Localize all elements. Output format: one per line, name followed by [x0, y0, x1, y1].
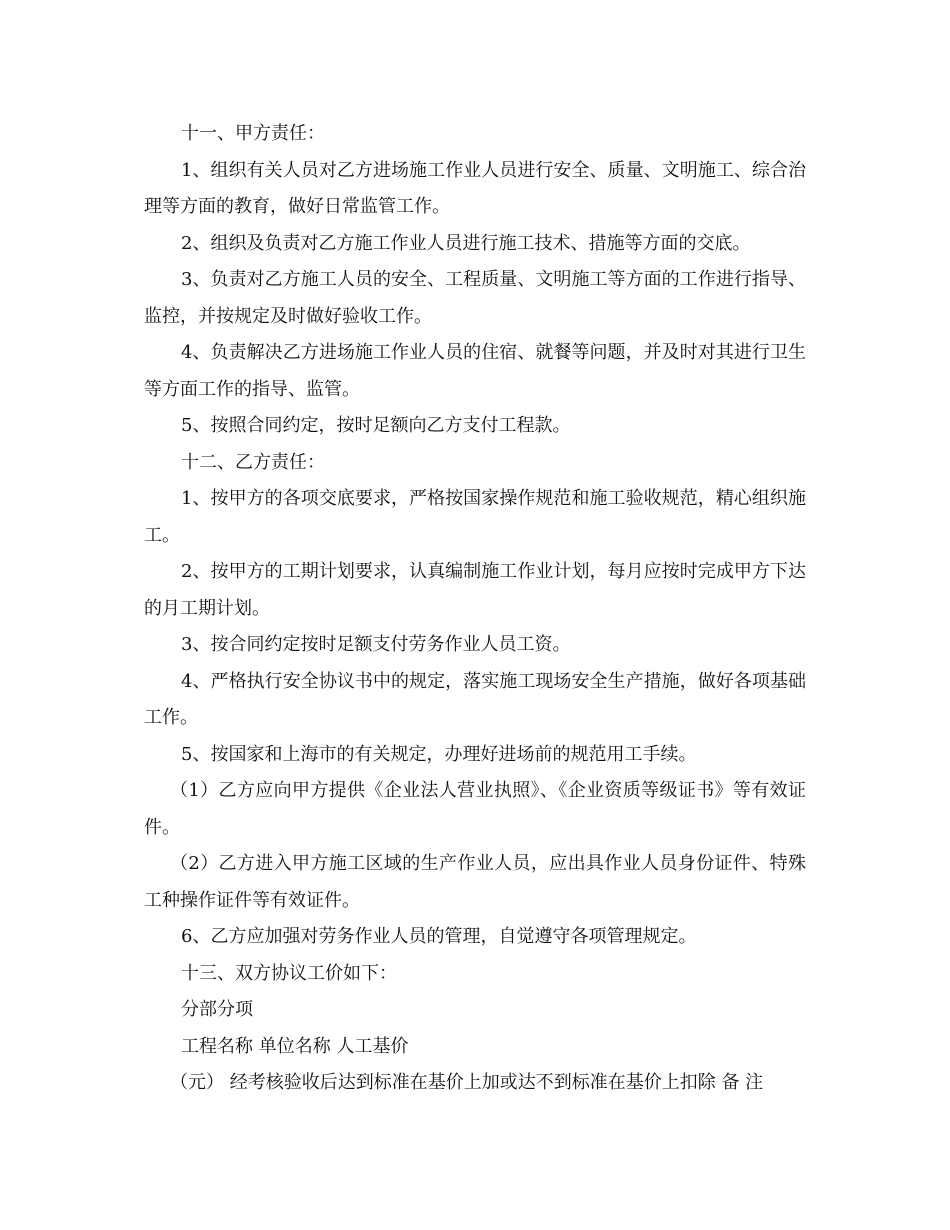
section-heading-11: 十一、甲方责任：: [181, 123, 325, 144]
paragraph: 3、负责对乙方施工人员的安全、工程质量、文明施工等方面的工作进行指导、监控，并按规定及时做好验收工作。: [144, 269, 806, 327]
paragraph: 1、按甲方的各项交底要求，严格按国家操作规范和施工验收规范，精心组织施工。: [144, 488, 806, 546]
paragraph: 6、乙方应加强对劳务作业人员的管理，自觉遵守各项管理规定。: [181, 926, 697, 947]
paragraph: 2、组织及负责对乙方施工作业人员进行施工技术、措施等方面的交底。: [181, 232, 751, 254]
table-header-line: 分部分项: [181, 999, 253, 1020]
paragraph: 5、按国家和上海市的有关规定，办理好进场前的规范用工手续。: [181, 743, 697, 765]
paragraph: 5、按照合同约定，按时足额向乙方支付工程款。: [181, 415, 571, 436]
paragraph: 2、按甲方的工期计划要求，认真编制施工作业计划，每月应按时完成甲方下达的月工期计划。: [144, 561, 806, 619]
paragraph: 1、组织有关人员对乙方进场施工作业人员进行安全、质量、文明施工、综合治理等方面的教育，做好日常监管工作。: [144, 159, 806, 217]
paragraph: 4、负责解决乙方进场施工作业人员的住宿、就餐等问题，并及时对其进行卫生等方面工作的指导、监管。: [144, 342, 806, 400]
table-header-line: 工程名称 单位名称 人工基价: [181, 1035, 409, 1057]
section-heading-13: 十三、双方协议工价如下：: [181, 962, 397, 984]
table-header-line: （元） 经考核验收后达到标准在基价上加或达不到标准在基价上扣除 备 注: [170, 1072, 764, 1093]
paragraph: 4、严格执行安全协议书中的规定，落实施工现场安全生产措施，做好各项基础工作。: [144, 670, 806, 728]
sub-paragraph: （2）乙方进入甲方施工区域的生产作业人员，应出具作业人员身份证件、特殊工种操作证件等有效证件。: [144, 853, 806, 911]
paragraph: 3、按合同约定按时足额支付劳务作业人员工资。: [181, 634, 571, 655]
section-heading-12: 十二、乙方责任：: [181, 451, 325, 473]
sub-paragraph: （1）乙方应向甲方提供《企业法人营业执照》、《企业资质等级证书》等有效证件。: [144, 780, 806, 838]
